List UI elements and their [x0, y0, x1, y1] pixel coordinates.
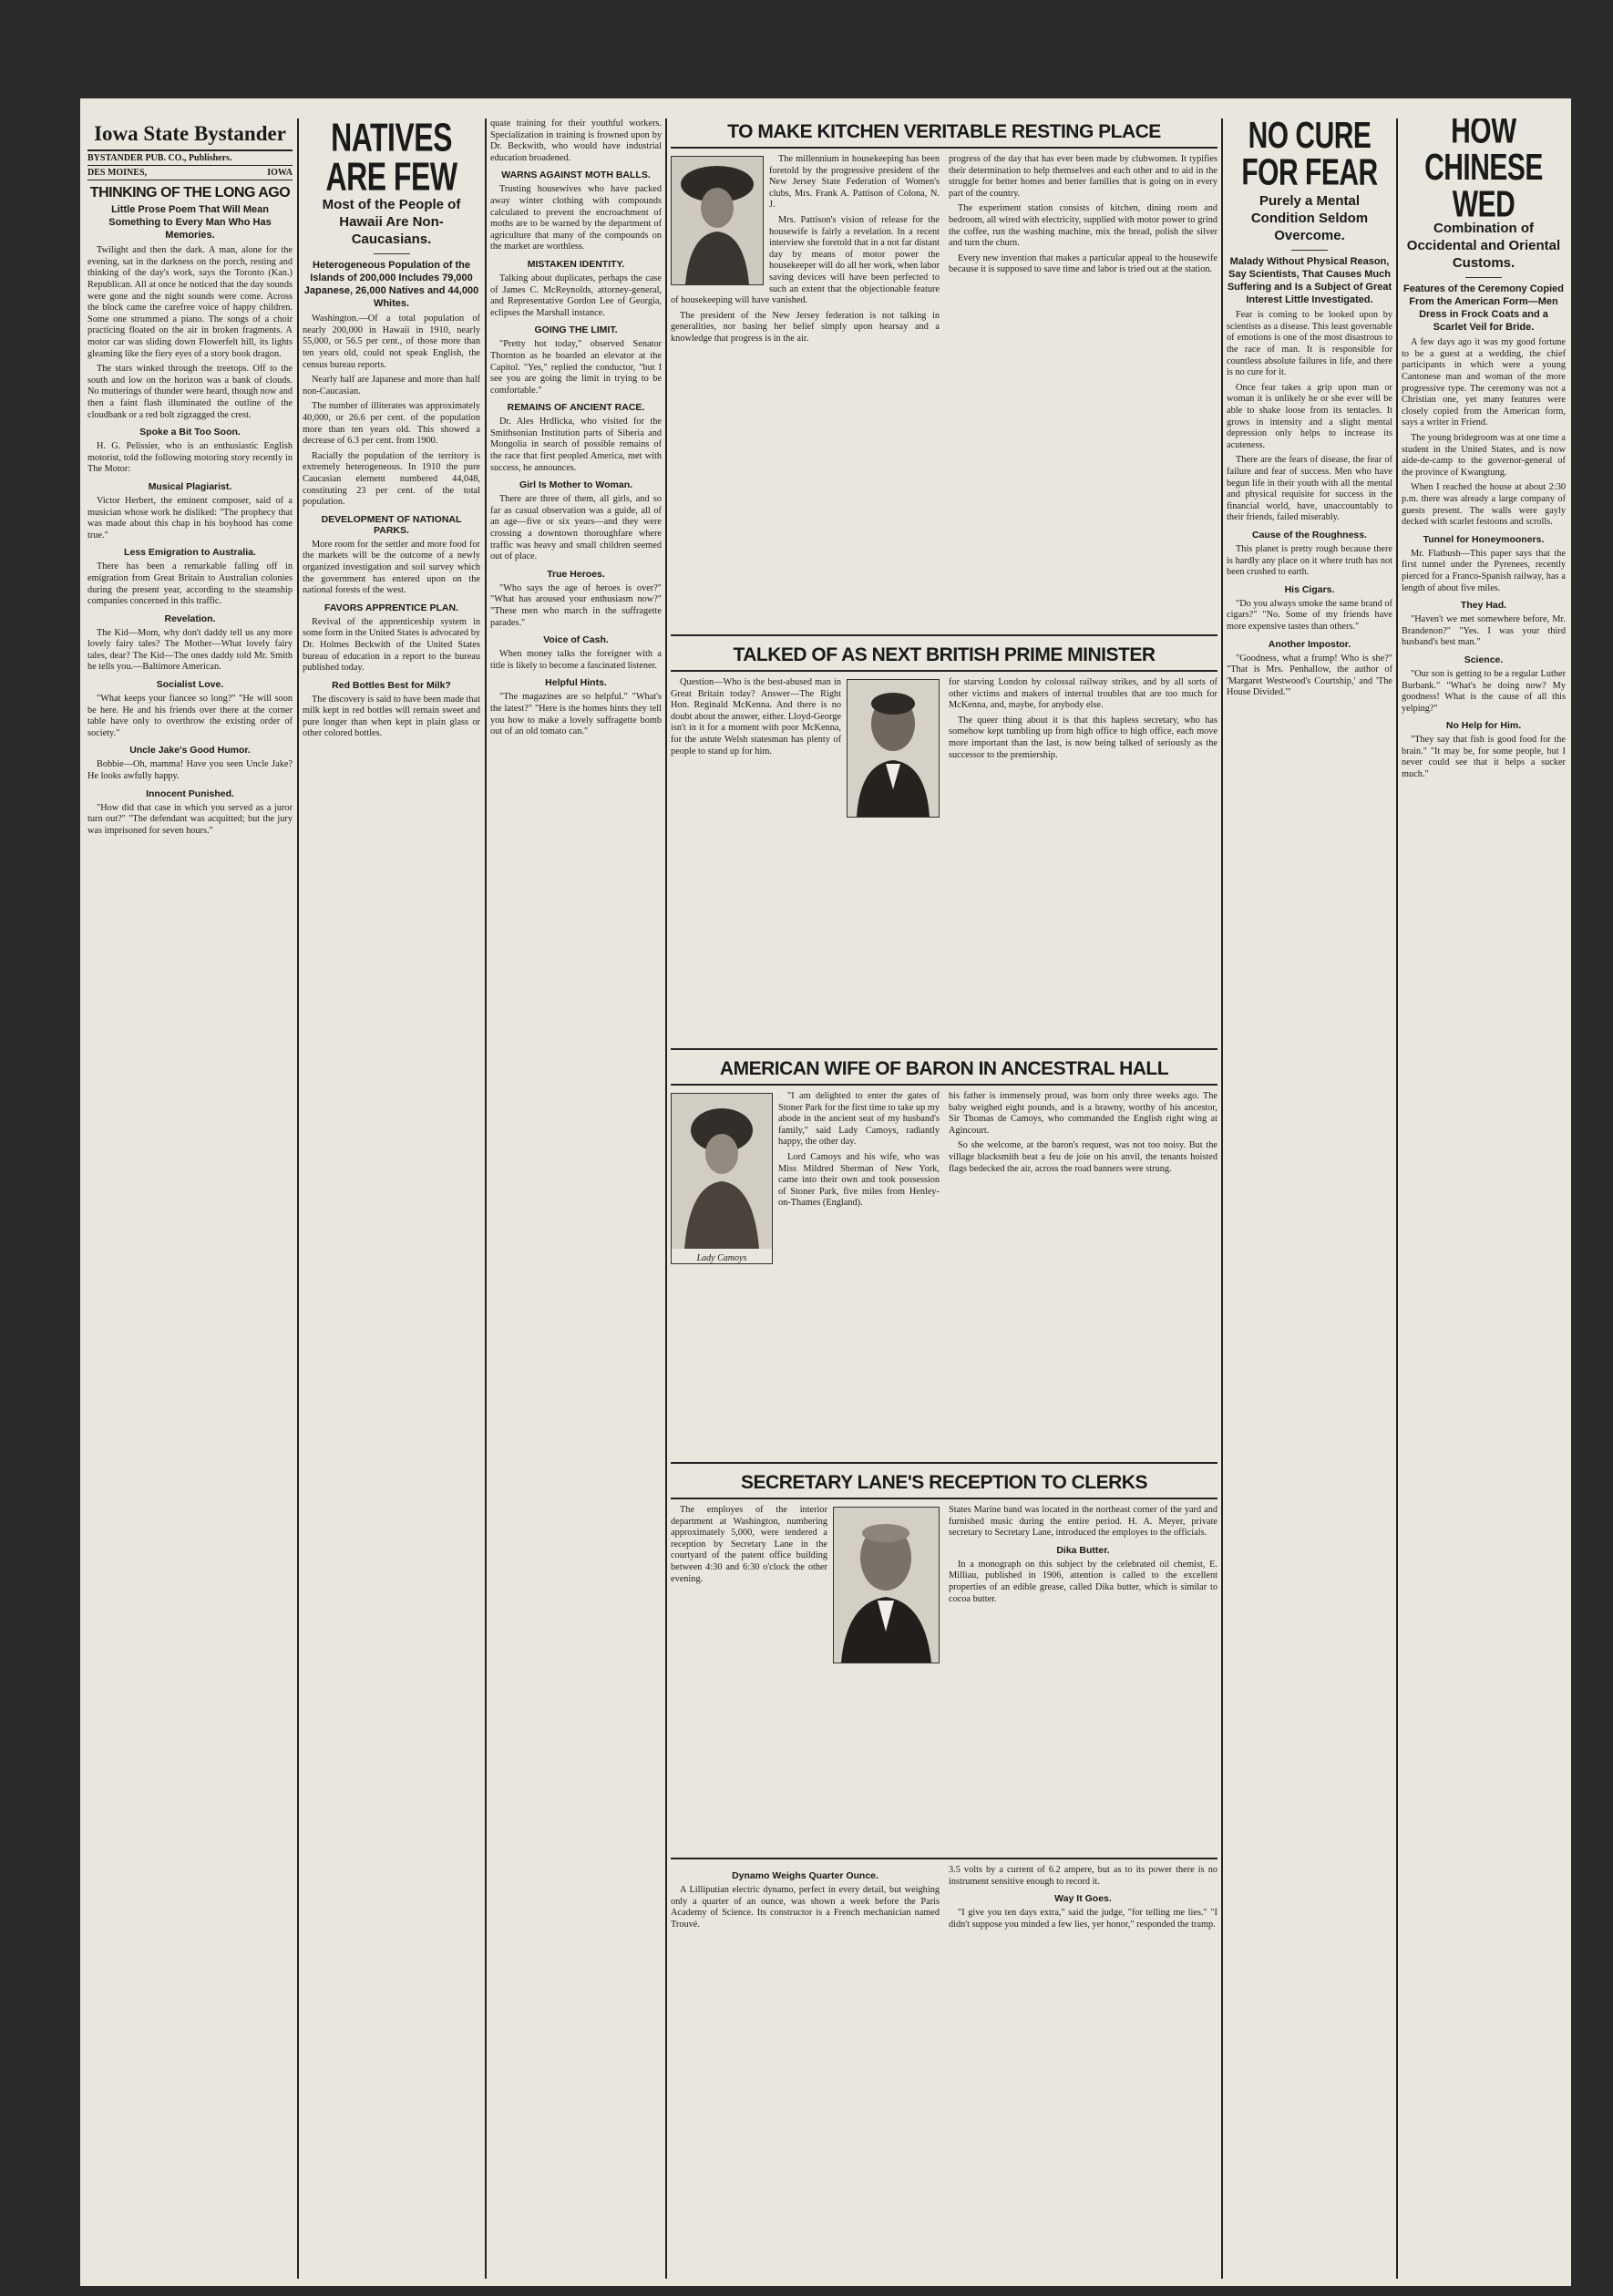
column-rule — [485, 118, 487, 2279]
subhead: Helpful Hints. — [545, 677, 607, 689]
article-text: "They say that fish is good food for the brain." "It may be, for some people, but I never could see that it helps a sucker much." — [1402, 735, 1566, 780]
article-text: 3.5 volts by a current of 6.2 ampere, but as to its power there is no instrument sensitive enough to record it. — [949, 1865, 1217, 1887]
subhead: Voice of Cash. — [543, 634, 609, 646]
article-text: Every new invention that makes a particular appeal to the housewife because it is supposed to save time and labor is tried out at the station. — [949, 252, 1217, 275]
subhead: Spoke a Bit Too Soon. — [139, 427, 241, 438]
article-text: The stars winked through the treetops. Off to the south and low on the horizon was a bank of clouds. No mutterings of thunder were heard, though now and then a faint flash illuminated the outline of the cloudbank or a red bolt zigzagged the crest. — [87, 364, 293, 420]
article-text: When I reached the house at about 2:30 p.m. there was already a large company of guests present. The walls were gayly decked with scarlet festoons and scrolls. — [1402, 482, 1566, 528]
article-text: his father is immensely proud, was born only three weeks ago. The baby weighed eight pounds, and is a brawny, worthy of his ancestor, Sir Thomas de Camoys, who commanded the English right wing at Agincourt. — [949, 1091, 1217, 1136]
deck-chinese-wed: Combination of Occidental and Oriental Customs. — [1406, 221, 1561, 271]
article-text: There are three of them, all girls, and so far as casual observation was a guide, all of an age—five or six years—and they were crossing a downtown thoroughfare where traffic was heavy and small children seemed out of place. — [490, 494, 662, 562]
divider — [671, 1048, 1217, 1050]
article-text: So she welcome, at the baron's request, was not too noisy. But the village blacksmith beat a feu de joie on his anvil, the tenants hoisted flags bedecked the air, across the road banners were strung. — [949, 1140, 1217, 1174]
portrait-photo-pattison — [671, 156, 764, 285]
article-text: quate training for their youthful workers. Specialization in training is frowned upon by Dr. Beckwith, who would have industrial education broadened. — [490, 118, 662, 163]
column-briefs — [490, 118, 662, 2279]
article-text: States Marine band was located in the northeast corner of the yard and furnished music during the entire period. H. A. Meyer, private secretary to Secretary Lane, introduced the employes to the officials. — [949, 1505, 1217, 1539]
subhead: Uncle Jake's Good Humor. — [129, 745, 251, 757]
place-left: DES MOINES, — [87, 168, 148, 178]
article-text: The number of illiterates was approximately 40,000, or 26.6 per cent. of the population more than ten years old. This showed a decrease of 6.3 per cent. from 1900. — [303, 401, 480, 447]
divider — [671, 147, 1217, 149]
subhead: REMAINS OF ANCIENT RACE. — [507, 402, 645, 414]
deck-natives: Most of the People of Hawaii Are Non-Caucasians. — [322, 197, 461, 247]
subhead: They Had. — [1460, 600, 1507, 612]
headline-baron: AMERICAN WIFE OF BARON IN ANCESTRAL HALL — [719, 1058, 1169, 1079]
article-text: There has been a remarkable falling off in emigration from Great Britain to Australian colonies during the present year, according to the steamship companies concerned in this traffic. — [87, 561, 293, 607]
divider — [1291, 250, 1328, 251]
article-text: Question—Who is the best-abused man in Great Britain today? Answer—The Right Hon. Reginald McKenna. And there is no doubt about the answer, either. Lloyd-George isn't in it for a moment with poor McKenna, for the astute Welsh statesman has plenty of people to stand up for him. — [671, 677, 841, 757]
subhead: Girl Is Mother to Woman. — [519, 479, 633, 491]
article-text: Victor Herbert, the eminent composer, said of a musician whose work he disliked: "The prophecy that was made about this chap in his boyhood has come true." — [87, 495, 293, 541]
article-text: H. G. Pelissier, who is an enthusiastic English motorist, told the following motoring story recently in The Motor: — [87, 441, 293, 475]
article-text: Mrs. Pattison's vision of release for the housewife is fairly a revelation. In a recent interview she foretold that in a not far distant day by means of motor power the housekeeper will do all her work, when labor saving devices will have been perfected to such an extent that the objectionable feature of housekeeping will have vanished. — [671, 214, 940, 306]
subhead: Another Impostor. — [1268, 638, 1351, 650]
column-rule — [665, 118, 667, 2279]
article-text: Trusting housewives who have packed away winter clothing with compounds calculated to prevent the encroachment of moths are to be warned by the department of agriculture that many of the compounds on the market are worthless. — [490, 184, 662, 252]
article-text: Racially the population of the territory is extremely heterogeneous. In 1910 the pure Caucasian element numbered 44,048, constituting 23 per cent. of the total population. — [303, 450, 480, 508]
masthead-title: Iowa State Bystander — [87, 118, 293, 151]
deck-long-ago: Little Prose Poem That Will Mean Something to Every Man Who Has Memories. — [108, 204, 272, 241]
article-text: "I give you ten days extra," said the judge, "for telling me lies." "I didn't suppose you minded a few lies, yer honor," responded the tramp. — [949, 1908, 1217, 1930]
headline-lane: SECRETARY LANE'S RECEPTION TO CLERKS — [741, 1472, 1147, 1493]
deck-fear: Purely a Mental Condition Seldom Overcome. — [1250, 193, 1369, 243]
article-text: The discovery is said to have been made that milk kept in red bottles will remain sweet and pure longer than when kept in plain glass or other colored bottles. — [303, 694, 480, 739]
article-text: "How did that case in which you served as a juror turn out?" "The defendant was acquitted; but the jury was imprisoned for seven hours." — [87, 802, 293, 836]
headline-long-ago: THINKING OF THE LONG AGO — [89, 185, 291, 201]
center-block — [671, 118, 1217, 2279]
article-text: Once fear takes a grip upon man or woman it is unlikely he or she ever will be able to shake loose from its tentacles. It grows in intensity and a slight mental depression only helps to increase its acuteness. — [1227, 382, 1392, 450]
divider — [671, 1498, 1217, 1499]
article-text: Washington.—Of a total population of nearly 200,000 in Hawaii in 1910, nearly 55,000, or 56.5 per cent., of those more than ten years old, could not speak English, the census bureau reports. — [303, 314, 480, 370]
article-text: The president of the New Jersey federation is not talking in generalities, nor basing her belief simply upon hearsay and a knowledge that progress is in the air. — [671, 310, 940, 344]
subhead: Way It Goes. — [1054, 1893, 1112, 1905]
portrait-photo-lady-camoys — [671, 1093, 773, 1264]
place-right: IOWA — [267, 168, 293, 178]
subhead: Revelation. — [164, 613, 216, 624]
article-text: "Our son is getting to be a regular Luther Burbank." "What's he doing now? My goodness! What is the cause of all this yelping?" — [1402, 668, 1566, 714]
subdeck-fear: Malady Without Physical Reason, Say Scientists, That Causes Much Suffering and Is a Subject of Great Interest Little Investigated. — [1227, 256, 1392, 305]
subhead: His Cigars. — [1284, 583, 1335, 595]
subhead: Innocent Punished. — [146, 788, 234, 799]
column-rule — [1396, 118, 1398, 2279]
subhead: Musical Plagiarist. — [148, 480, 232, 492]
divider — [671, 1462, 1217, 1464]
article-text: Fear is coming to be looked upon by scientists as a disease. This least governable of emotions is one of the most disastrous to the race of man. It is responsible for countless absolute failures in life, and there is no cure for it. — [1227, 310, 1392, 378]
divider — [374, 253, 410, 254]
subhead: Red Bottles Best for Milk? — [332, 679, 451, 691]
article-text: This planet is pretty rough because there is hardly any place on it where truth has not been crushed to earth. — [1227, 543, 1392, 578]
article-text: The millennium in housekeeping has been foretold by the progressive president of the New Jersey State Federation of Women's clubs, Mrs. Frank A. Pattison of Colona, N. J. — [769, 154, 940, 211]
subhead: WARNS AGAINST MOTH BALLS. — [501, 170, 651, 181]
article-text: Nearly half are Japanese and more than half non-Caucasian. — [303, 375, 480, 396]
subhead: True Heroes. — [547, 568, 605, 580]
subhead: MISTAKEN IDENTITY. — [527, 258, 625, 270]
subhead: FAVORS APPRENTICE PLAN. — [324, 602, 458, 613]
article-kitchen — [671, 118, 1217, 629]
subhead: Less Emigration to Australia. — [124, 547, 256, 559]
article-text: for starving London by colossal railway strikes, and by all sorts of other victims and makers of internal troubles that are too much for McKenna, and, maybe, for anybody else. — [949, 677, 1217, 711]
article-text: The experiment station consists of kitchen, dining room and bedroom, all wired with electricity, supplied with motor power to grind the coffee, run the washing machine, mix the bread, polish the silver and turn the churn. — [949, 203, 1217, 249]
article-text: Lord Camoys and his wife, who was Miss Mildred Sherman of New York, came into their own and took possession of Stoner Park, five miles from Henley-on-Thames (England). — [778, 1151, 940, 1209]
article-text: When money talks the foreigner with a title is likely to become a fascinated listener. — [490, 649, 662, 671]
article-text: "Goodness, what a frump! Who is she?" "That is Mrs. Penhallow, the author of 'Margaret Westwood's Courtship,' and 'The House Divided.'" — [1227, 653, 1392, 698]
article-text: progress of the day that has ever been made by clubwomen. It typifies their determination to help themselves and each other and to aid in the struggle for better homes and better families that is going on in every part of the country. — [949, 154, 1217, 199]
divider — [1465, 277, 1502, 278]
article-lane — [671, 1469, 1217, 1852]
article-text: There are the fears of disease, the fear of failure and fear of success. Men who have begun life in their youth with all the mental and physical requisite for success in the financial world, have, unaccountably to their friends, failed miserably. — [1227, 455, 1392, 523]
bottom-briefs — [671, 1865, 1217, 1934]
subhead: GOING THE LIMIT. — [534, 324, 618, 336]
article-text: "Do you always smoke the same brand of cigars?" "No. Some of my friends have more expensive tastes than others." — [1227, 598, 1392, 632]
article-text: The young bridegroom was at one time a student in the United States, and is now aide-de-camp to the governor-general of the province of Kwangtung. — [1402, 433, 1566, 478]
article-text: "Haven't we met somewhere before, Mr. Brandenon?" "Yes. I was your third husband's best man." — [1402, 614, 1566, 648]
article-prime-minister — [671, 642, 1217, 1043]
article-text: The employes of the interior department at Washington, numbering approximately 5,000, were tendered a reception by Secretary Lane in the courtyard of the patent office building between 4:30 and 6:30 o'clock the other evening. — [671, 1505, 827, 1584]
article-text: "The magazines are so helpful." "What's the latest?" "Here is the homes hints they tell you how to make a lovely suffragette bomb out of an old tomato can." — [490, 692, 662, 737]
headline-natives: NATIVES ARE FEW — [325, 118, 457, 199]
article-text: The queer thing about it is that this hapless secretary, who has somehow kept tumbling up from high office to high office, each move more important than the last, is now being talked of seriously as the successor to the premiership. — [949, 715, 1217, 760]
article-text: A Lilliputian electric dynamo, perfect in every detail, but weighing only a quarter of an ounce, was shown a week before the Paris Academy of Science. Its constructor is a French mechanician named Trouvé. — [671, 1885, 940, 1930]
column-natives — [303, 118, 480, 2279]
article-text: The Kid—Mom, why don't daddy tell us any more lovely fairy tales? The Mother—What lovely fairy tales, dear? The Kid—The ones daddy told Mr. Smith he tells you.—Baltimore American. — [87, 627, 293, 673]
article-text: A few days ago it was my good fortune to be a guest at a wedding, the chief participants in which were a young Cantonese man and woman of the more progressive type. The ceremony was not a Christian one, yet many features were closely copied from the American form, says a writer in Friend. — [1402, 337, 1566, 428]
headline-prime-minister: TALKED OF AS NEXT BRITISH PRIME MINISTER — [733, 644, 1156, 665]
article-text: "Pretty hot today," observed Senator Thornton as he boarded an elevator at the Capitol. "Yes," replied the conductor, "but I see you are going the limit in trying to be comfortable." — [490, 339, 662, 396]
article-text: Mr. Flatbush—This paper says that the first tunnel under the Pyrenees, recently pierced for a Franco-Spanish railway, has a length of about five miles. — [1402, 548, 1566, 593]
article-text: In a monograph on this subject by the celebrated oil chemist, E. Milliau, published in 1906, attention is called to the excellent properties of an edible grease, called Dika butter, which is similar to cocoa butter. — [949, 1559, 1217, 1604]
subhead: Dynamo Weighs Quarter Ounce. — [732, 1870, 878, 1881]
article-text: "What keeps your fiancee so long?" "He will soon be here. He and his friends over there at the corner table have only to overthrow the existing order of society." — [87, 694, 293, 738]
headline-chinese-wed: HOW CHINESE WED — [1424, 118, 1543, 226]
divider — [671, 670, 1217, 672]
subhead: Science. — [1464, 654, 1504, 665]
publisher-name: BYSTANDER PUB. CO., Publishers. — [87, 153, 232, 163]
column-rule — [297, 118, 299, 2279]
divider — [671, 634, 1217, 636]
column-rule — [1221, 118, 1223, 2279]
photo-caption: Lady Camoys — [696, 1253, 747, 1263]
subhead: Tunnel for Honeymooners. — [1423, 533, 1545, 545]
subhead: No Help for Him. — [1445, 720, 1522, 732]
subdeck-chinese-wed: Features of the Ceremony Copied From the American Form—Men Dress in Frock Coats and a Scarlet Veil for Bride. — [1402, 283, 1565, 333]
subhead: Dika Butter. — [1056, 1544, 1110, 1556]
article-text: Dr. Ales Hrdlicka, who visited for the Smithsonian Institution parts of Siberia and Mongolia in search of possible remains of the race that first peopled America, met with success, he announces. — [490, 417, 662, 473]
column-chinese-wed — [1402, 118, 1566, 2279]
newspaper-page — [80, 98, 1571, 2286]
headline-fear: NO CURE FOR FEAR — [1241, 118, 1378, 193]
article-text: Revival of the apprenticeship system in some form in the United States is advocated by Dr. Holmes Beckwith of the United States bureau of education in a report to the bureau published today. — [303, 616, 480, 674]
article-text: More room for the settler and more food for the markets will be the outcome of a newly organized investigation and soil survey which the government has entered upon on the national forests of the west. — [303, 539, 480, 596]
dateline — [87, 166, 293, 180]
article-text: Talking about duplicates, perhaps the case of James C. McReynolds, attorney-general, and Representative Gordon Lee of Georgia, eclipses the Marshall instance. — [490, 273, 662, 318]
subhead: Cause of the Roughness. — [1251, 529, 1367, 541]
column-fear — [1227, 118, 1392, 2279]
article-text: "I am delighted to enter the gates of Stoner Park for the first time to take up my abode in the ancient seat of my husband's family," said Lady Camoys, radiantly happy, the other day. — [778, 1091, 940, 1148]
article-text: Twilight and then the dark. A man, alone for the evening, sat in the darkness on the porch, resting and thinking of the day's work, says the Toronto (Kan.) Republican. All at once he noticed that the day sounds were gone and the night sounds were come. Across the block came the carefree voice of happy children. Some one strummed a piano. The songs of a choir practicing floated on the air in broken fragments. A motor car was sliding down Flowerfelt hill, its lights gleaming like the fiery eyes of a story book dragon. — [87, 245, 293, 359]
subdeck-natives: Heterogeneous Population of the Islands of 200,000 Includes 79,000 Japanese, 26,000 Natives and 44,000 Whites. — [303, 260, 479, 309]
subhead: Socialist Love. — [156, 679, 224, 691]
article-baron — [671, 1055, 1217, 1457]
article-text: "Who says the age of heroes is over?" "What has aroused your enthusiasm now?" "These men who march in the suffragette parades." — [490, 582, 662, 628]
article-text: Bobbie—Oh, mamma! Have you seen Uncle Jake? He looks awfully happy. — [87, 759, 293, 782]
subhead: DEVELOPMENT OF NATIONAL PARKS. — [321, 513, 462, 536]
portrait-photo-mckenna — [847, 679, 940, 818]
headline-kitchen: TO MAKE KITCHEN VERITABLE RESTING PLACE — [727, 121, 1161, 142]
divider — [671, 1858, 1217, 1859]
divider — [671, 1084, 1217, 1086]
publisher-line — [87, 151, 293, 166]
portrait-photo-lane — [833, 1507, 940, 1663]
column-masthead — [87, 118, 293, 2279]
